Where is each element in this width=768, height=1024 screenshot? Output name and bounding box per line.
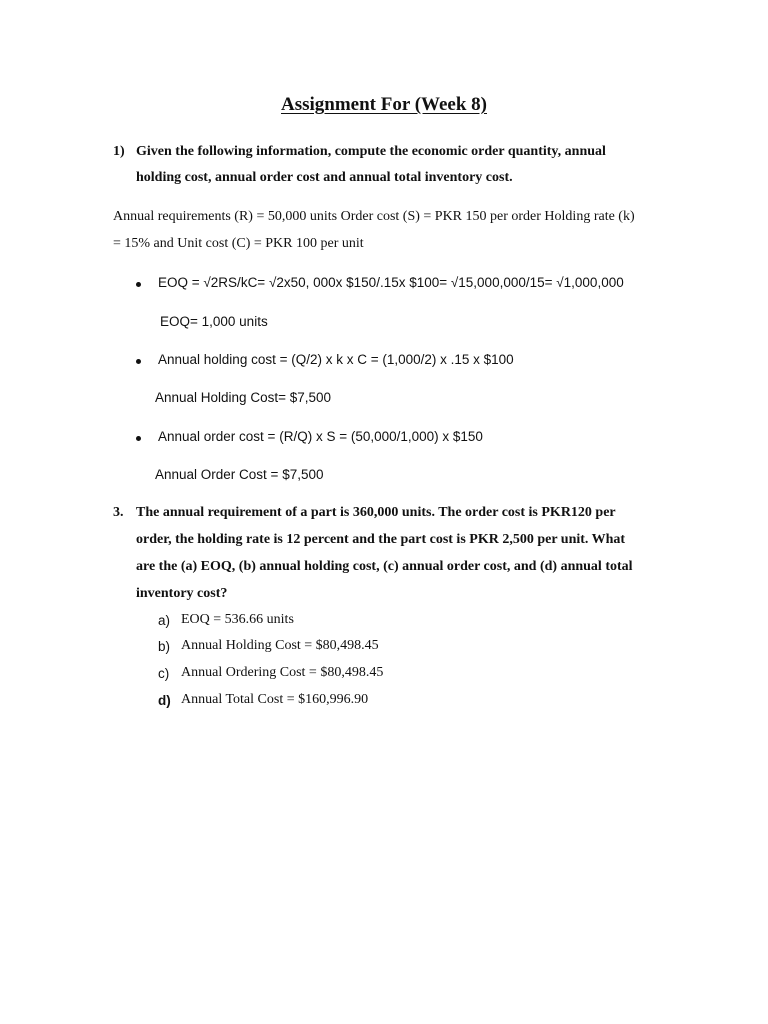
question-3-line-3: are the (a) EOQ, (b) annual holding cost, (c) annual order cost, and (d) annual total	[136, 559, 633, 574]
bullet-3-text: Annual order cost = (R/Q) x S = (50,000/1,000) x $150	[158, 429, 483, 444]
question-3-line-4: inventory cost?	[136, 586, 228, 601]
answer-d-text: Annual Total Cost = $160,996.90	[181, 692, 369, 707]
bullet-2-text: Annual holding cost = (Q/2) x k x C = (1,000/2) x .15 x $100	[158, 352, 514, 367]
given-info-line-2: = 15% and Unit cost (C) = PKR 100 per unit	[113, 236, 364, 251]
answer-a-text: EOQ = 536.66 units	[181, 612, 294, 627]
question-3-line-2: order, the holding rate is 12 percent and the part cost is PKR 2,500 per unit. What	[136, 532, 626, 547]
given-info-line-1: Annual requirements (R) = 50,000 units Order cost (S) = PKR 150 per order Holding rate (k)	[113, 209, 635, 224]
bullet-2-dot	[136, 359, 141, 364]
question-1-line-2: holding cost, annual order cost and annual total inventory cost.	[136, 170, 513, 185]
answer-b-marker: b)	[158, 639, 171, 654]
answer-d-marker: d)	[158, 693, 171, 708]
bullet-3-dot	[136, 436, 141, 441]
question-1-line-1: Given the following information, compute the economic order quantity, annual	[136, 144, 606, 159]
answer-c-marker: c)	[158, 666, 170, 681]
bullet-3-result: Annual Order Cost = $7,500	[155, 467, 324, 482]
bullet-1-result: EOQ= 1,000 units	[160, 314, 268, 329]
answer-c-text: Annual Ordering Cost = $80,498.45	[181, 665, 384, 680]
bullet-1-text: EOQ = √2RS/kC= √2x50, 000x $150/.15x $100= √15,000,000/15= √1,000,000	[158, 275, 624, 290]
question-3-number: 3.	[113, 505, 124, 520]
question-3-line-1: The annual requirement of a part is 360,000 units. The order cost is PKR120 per	[136, 505, 616, 520]
answer-a-marker: a)	[158, 613, 171, 628]
answer-b-text: Annual Holding Cost = $80,498.45	[181, 638, 379, 653]
question-1-number: 1)	[113, 144, 125, 159]
page-title: Assignment For (Week 8)	[281, 94, 487, 115]
bullet-1-dot	[136, 282, 141, 287]
bullet-2-result: Annual Holding Cost= $7,500	[155, 390, 332, 405]
